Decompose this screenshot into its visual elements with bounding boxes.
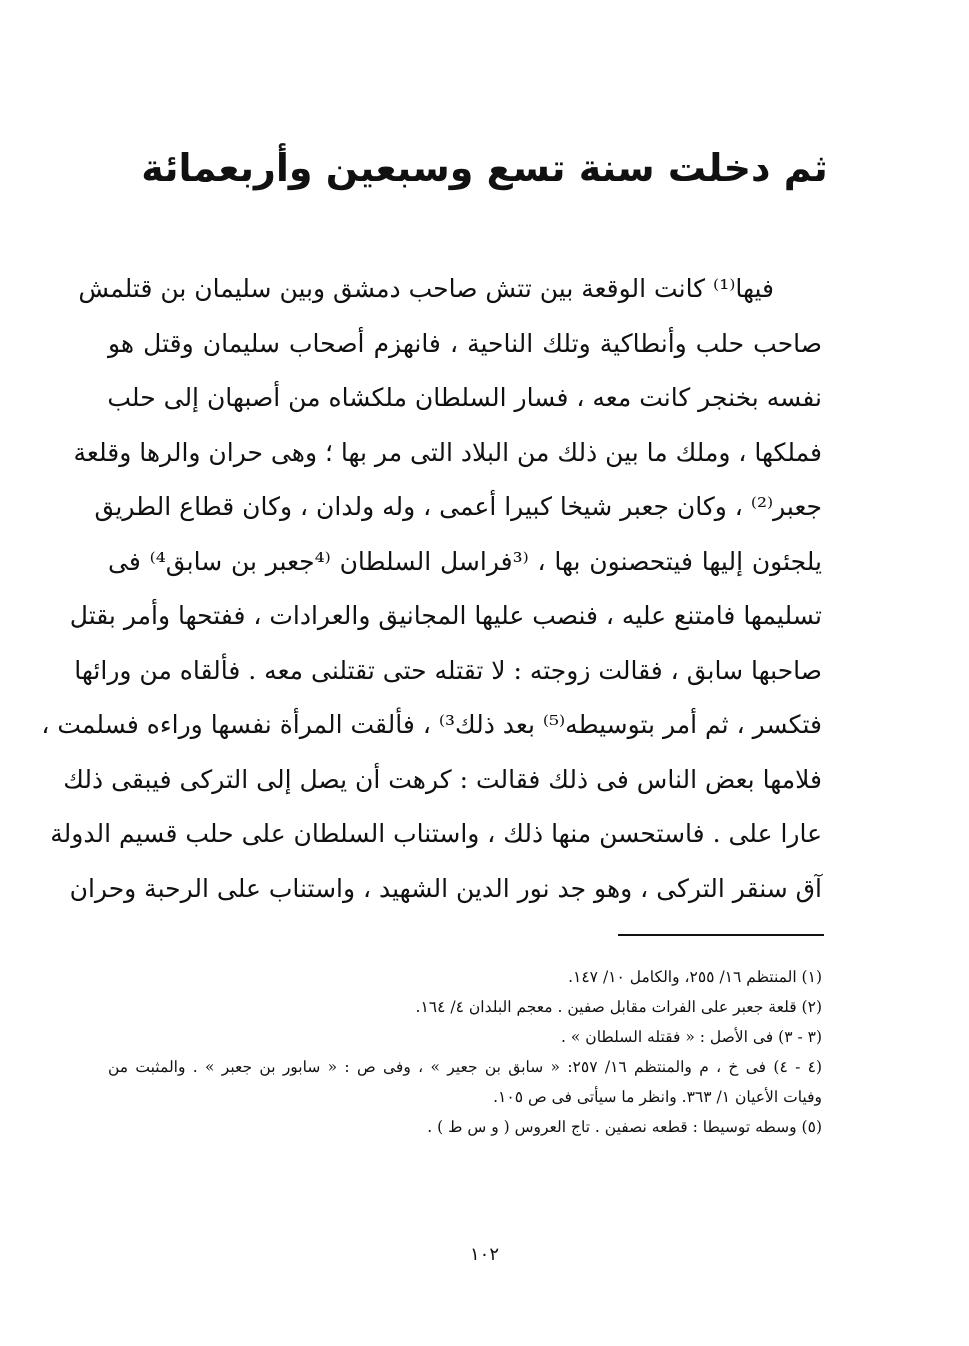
text-line: عارا على . فاستحسن منها ذلك ، واستناب السلطان على حلب قسيم الدولة [50,819,822,848]
text-line: تسليمها فامتنع عليه ، فنصب عليها المجانيق والعرادات ، ففتحها وأمر بقتل [69,601,822,630]
text-line: فيها⁽¹⁾ كانت الوقعة بين تتش صاحب دمشق وبين سليمان بن قتلمش [78,274,774,303]
footnote: (٢) قلعة جعبر على الفرات مقابل صفين . معجم البلدان ٤/ ١٦٤. [415,998,822,1016]
footnote: (٣ - ٣) فى الأصل : « فقتله السلطان » . [561,1028,822,1046]
footnote-continuation: وفيات الأعيان ١/ ٣٦٣. وانظر ما سيأتى فى ص ١٠٥. [493,1088,822,1106]
text-line: فلامها بعض الناس فى ذلك فقالت : كرهت أن يصل إلى التركى فيبقى ذلك [63,764,822,794]
footnotes [108,962,822,1142]
footnote: (٤ - ٤) فى خ ، م والمنتظم ١٦/ ٢٥٧: « سابق بن جعير » ، وفى ص : « سابور بن جعبر » . والمثبت من [108,1058,823,1076]
page-number: ١٠٢ [469,1244,499,1265]
text-line: فتكسر ، ثم أمر بتوسيطه⁽⁵⁾ بعد ذلك³⁾ ، فألقت المرأة نفسها وراءه فسلمت ، [41,710,822,739]
footnote-divider [618,934,824,936]
text-line: جعبر⁽²⁾ ، وكان جعبر شيخا كبيرا أعمى ، وله ولدان ، وكان قطاع الطريق [94,492,822,521]
footnote: (٥) وسطه توسيطا : قطعه نصفين . تاج العروس ( و س ط ) . [427,1118,822,1136]
text-line: فملكها ، وملك ما بين ذلك من البلاد التى مر بها ؛ وهى حران والرها وقلعة [73,437,822,467]
footnote: (١) المنتظم ١٦/ ٢٥٥، والكامل ١٠/ ١٤٧. [568,968,822,986]
text-line: صاحب حلب وأنطاكية وتلك الناحية ، فانهزم أصحاب سليمان وقتل هو [108,328,822,358]
text-line: يلجئون إليها فيتحصنون بها ، ⁽³فراسل السلطان ⁽⁴جعبر بن سابق⁴⁾ فى [108,546,823,576]
text-line: نفسه بخنجر كانت معه ، فسار السلطان ملكشاه من أصبهان إلى حلب [107,383,822,412]
main-text [41,262,823,916]
text-line: صاحبها سابق ، فقالت زوجته : لا تقتله حتى تقتلنى معه . فألقاه من ورائها [74,655,822,685]
text-line: آق سنقر التركى ، وهو جد نور الدين الشهيد ، واستناب على الرحبة وحران [69,873,822,903]
chapter-title: ثم دخلت سنة تسع وسبعين وأربعمائة [141,146,828,190]
